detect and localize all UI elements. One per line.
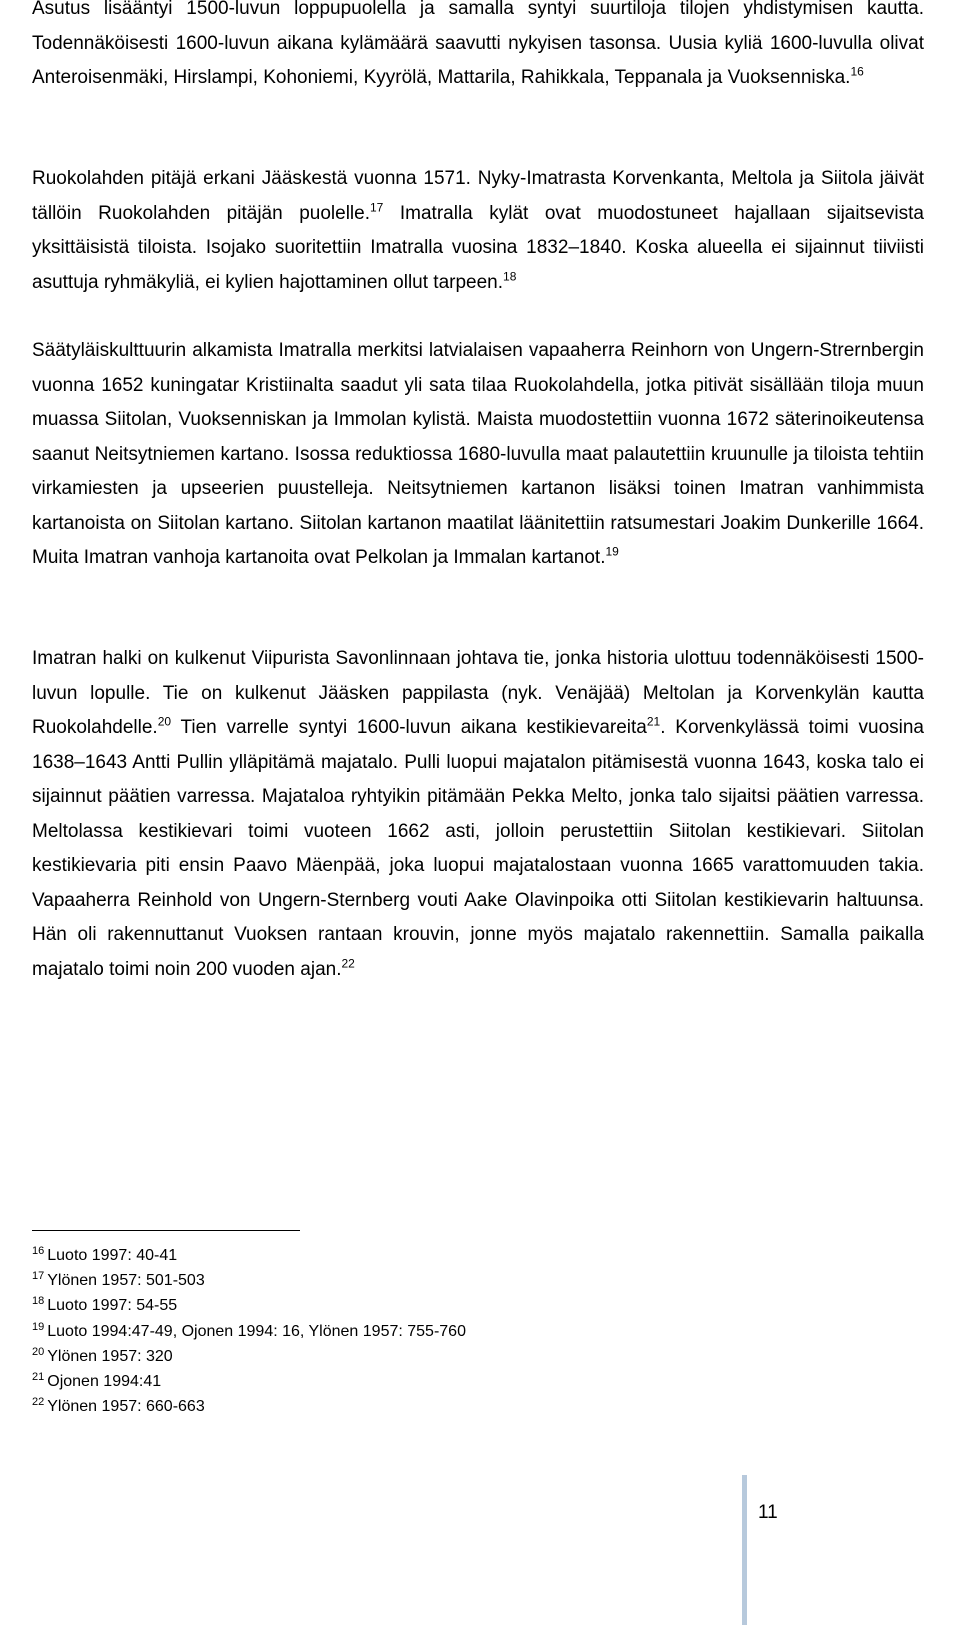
footnote-ref[interactable]: 20 <box>157 714 172 729</box>
footnote-ref[interactable]: 17 <box>369 200 384 215</box>
footnote-number: 21 <box>32 1371 45 1384</box>
footnote-ref[interactable]: 16 <box>850 64 864 79</box>
paragraph-parish <box>32 162 924 300</box>
paragraph-text: Imatralla kylät ovat muodostuneet hajallaan sijaitsevista yksittäisistä tiloista. Isojako suoritettiin Imatralla vuosina 1832–1840. Koska alueella ei sijainnut tiiviisti asuttuja ryhmäkyliä, ei kylien hajottaminen ollut tarpeen. <box>32 202 924 293</box>
paragraph-text: Asutus lisääntyi 1500-luvun loppupuolella ja samalla syntyi suurtiloja tilojen yhdistymisen kautta. Todennäköisesti 1600-luvun aikana kylämäärä saavutti nykyisen tasonsa. Uusia kyliä 1600-luvulla olivat Anteroisenmäki, Hirslampi, Kohoniemi, Kyyrölä, Mattarila, Rahikkala, Teppanala ja Vuoksenniska. <box>32 0 924 88</box>
footnote-text: Luoto 1994:47-49, Ojonen 1994: 16, Ylönen 1957: 755-760 <box>47 1322 466 1340</box>
footnote-ref[interactable]: 21 <box>646 714 661 729</box>
paragraph-settlement <box>32 0 924 96</box>
footnote-number: 17 <box>32 1270 45 1283</box>
paragraph-manors <box>32 334 924 576</box>
footnote-number: 19 <box>32 1320 45 1333</box>
footnote-number: 18 <box>32 1295 45 1308</box>
footnote-text: Ylönen 1957: 501-503 <box>47 1272 205 1290</box>
footnote-item <box>32 1344 466 1369</box>
page-number: 11 <box>758 1502 778 1523</box>
footnotes <box>32 1243 466 1419</box>
paragraph-text: Tien varrelle syntyi 1600-luvun aikana kestikievareita <box>171 717 647 738</box>
footnote-item <box>32 1394 466 1419</box>
footnote-separator <box>32 1230 300 1231</box>
footnote-ref[interactable]: 18 <box>503 269 517 284</box>
footnote-ref[interactable]: 19 <box>605 544 619 559</box>
footnote-text: Ylönen 1957: 320 <box>47 1347 173 1365</box>
paragraph-text: . Korvenkylässä toimi vuosina 1638–1643 Antti Pullin ylläpitämä majatalo. Pulli luopui majatalon pitämisestä vuonna 1643, koska talo ei sijainnut päätien varressa. Majataloa ryhtyikin pitämään Pekka Melto, jonka talo sijaitsi päätien varressa. Meltolassa kestikievari toimi vuoteen 1662 asti, jolloin perustettiin Siitolan kestikievari. Siitolan kestikievaria piti ensin Paavo Mäenpää, joka luopui majatalostaan vuonna 1665 varattomuuden takia. Vapaaherra Reinhold von Ungern-Sternberg vouti Aake Olavinpoika otti Siitolan kestikievarin haltuunsa. Hän oli rakennuttanut Vuoksen rantaan krouvin, jonne myös majatalo rakennettiin. Samalla paikalla majatalo toimi noin 200 vuoden ajan. <box>32 717 924 980</box>
paragraph-text: Säätyläiskulttuurin alkamista Imatralla merkitsi latvialaisen vapaaherra Reinhorn von Ungern-Strernbergin vuonna 1652 kuningatar Kristiinalta saadut yli sata tilaa Ruokolahdella, jotka pitivät sisällään tiloja muun muassa Siitolan, Vuoksenniskan ja Immolan kylistä. Maista muodostettiin vuonna 1672 säterinoikeutensa saanut Neitsytniemen kartano. Isossa reduktiossa 1680-luvulla maat palautettiin kruunulle ja tiloista tehtiin virkamiesten ja upseerien puustelleja. Neitsytniemen kartanon lisäksi toinen Imatran vanhimmista kartanoista on Siitolan kartano. Siitolan kartanon maatilat läänitettiin ratsumestari Joakim Dunkerille 1664. Muita Imatran vanhoja kartanoita ovat Pelkolan ja Immalan kartanot. <box>32 340 924 568</box>
paragraph-road-inns <box>32 642 924 987</box>
footnote-number: 20 <box>32 1345 45 1358</box>
footnote-item <box>32 1268 466 1293</box>
footnote-item <box>32 1243 466 1268</box>
page-number-bar <box>742 1475 747 1625</box>
footnote-item <box>32 1369 466 1394</box>
footnote-number: 16 <box>32 1245 45 1257</box>
footnote-text: Luoto 1997: 54-55 <box>47 1297 178 1315</box>
footnote-item <box>32 1319 466 1344</box>
footnote-item <box>32 1293 466 1318</box>
footnote-text: Ylönen 1957: 660-663 <box>47 1398 205 1416</box>
footnote-ref[interactable]: 22 <box>341 956 355 971</box>
footnote-number: 22 <box>32 1396 45 1409</box>
footnote-text: Ojonen 1994:41 <box>47 1373 162 1391</box>
paragraph-text: Ruokolahden pitäjä erkani Jääskestä vuonna 1571. Nyky-Imatrasta Korvenkanta, Meltola ja Siitola jäivät tällöin Ruokolahden pitäjän puolelle. <box>32 168 924 224</box>
footnote-text: Luoto 1997: 40-41 <box>47 1247 178 1264</box>
paragraph-text: Imatran halki on kulkenut Viipurista Savonlinnaan johtava tie, jonka historia ulottuu todennäköisesti 1500-luvun lopulle. Tie on kulkenut Jääsken pappilasta (nyk. Venäjää) Meltolan ja Korvenkylän kautta Ruokolahdelle. <box>32 648 924 738</box>
